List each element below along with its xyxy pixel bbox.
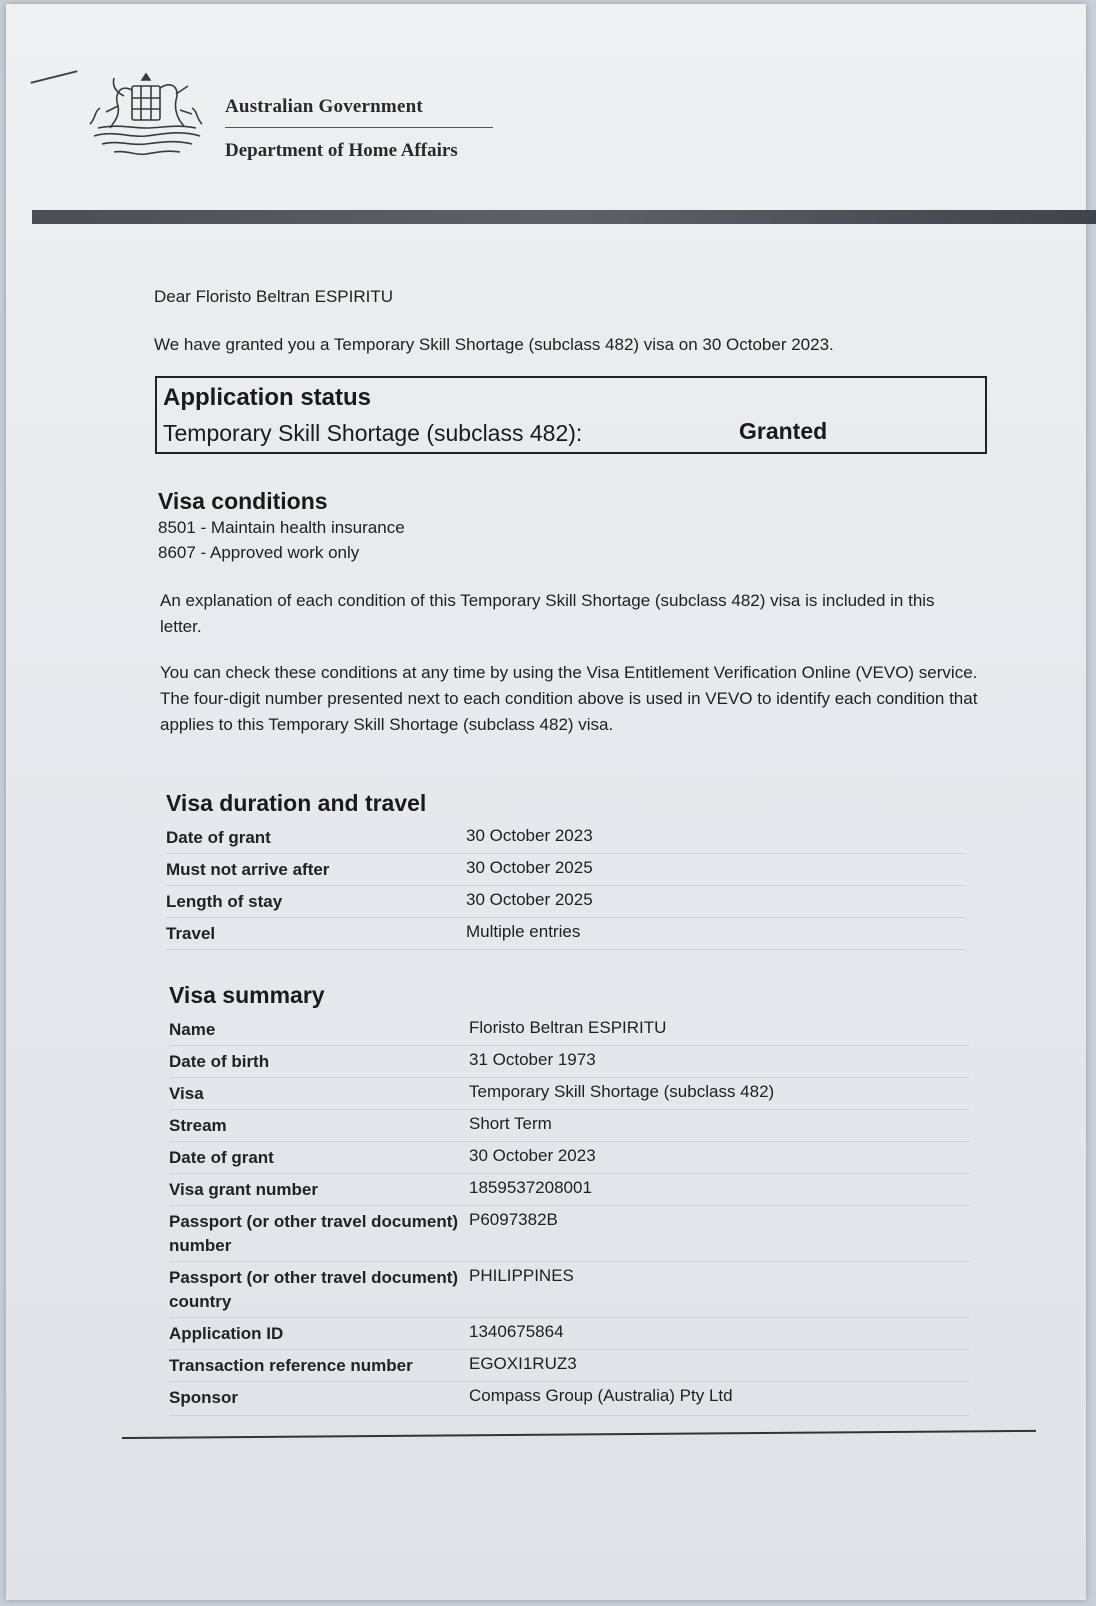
government-name: Australian Government — [225, 96, 423, 117]
visa-conditions-heading: Visa conditions — [158, 488, 328, 514]
table-row — [169, 1078, 969, 1110]
header-bar — [32, 210, 1096, 224]
table-row — [169, 1046, 969, 1078]
row-key: Date of birth — [169, 1052, 270, 1071]
row-key: Visa grant number — [169, 1180, 318, 1199]
row-value: Temporary Skill Shortage (subclass 482) — [469, 1082, 775, 1101]
granted-statement: We have granted you a Temporary Skill Shortage (subclass 482) visa on 30 October 2023. — [154, 335, 834, 354]
row-key: Name — [169, 1020, 216, 1039]
letter-page — [6, 4, 1086, 1600]
row-value: 31 October 1973 — [469, 1050, 596, 1069]
conditions-explanation: An explanation of each condition of this Temporary Skill Shortage (subclass 482) visa is included in this letter. — [160, 591, 935, 636]
application-status-value: Granted — [739, 418, 828, 444]
footer-divider — [122, 1430, 1036, 1439]
coat-of-arms-icon — [84, 66, 208, 164]
row-value: 30 October 2023 — [466, 826, 593, 845]
row-value: PHILIPPINES — [469, 1266, 574, 1285]
row-value: 30 October 2025 — [466, 858, 593, 877]
row-value: 1859537208001 — [469, 1178, 592, 1197]
row-key: Visa — [169, 1084, 204, 1103]
row-key: Passport (or other travel document) country — [169, 1268, 459, 1311]
table-row — [169, 1014, 969, 1046]
row-key: Transaction reference number — [169, 1356, 413, 1375]
table-row — [166, 854, 966, 886]
row-key: Date of grant — [169, 1148, 274, 1167]
application-status-title: Application status — [163, 384, 372, 411]
row-value: Floristo Beltran ESPIRITU — [469, 1018, 667, 1037]
table-row — [169, 1142, 969, 1174]
table-row — [169, 1262, 969, 1318]
application-status-box — [155, 376, 987, 454]
condition-item: 8501 - Maintain health insurance — [158, 518, 405, 537]
row-key: Date of grant — [166, 828, 271, 847]
table-row — [166, 886, 966, 918]
header-divider — [225, 127, 493, 128]
pen-mark — [30, 70, 77, 84]
row-value: Short Term — [469, 1114, 552, 1133]
row-value: EGOXI1RUZ3 — [469, 1354, 577, 1373]
department-name: Department of Home Affairs — [225, 140, 458, 161]
row-value: Compass Group (Australia) Pty Ltd — [469, 1386, 733, 1405]
table-row — [169, 1318, 969, 1350]
application-status-label: Temporary Skill Shortage (subclass 482): — [163, 420, 583, 446]
row-key: Sponsor — [169, 1388, 238, 1407]
row-key: Must not arrive after — [166, 860, 330, 879]
greeting: Dear Floristo Beltran ESPIRITU — [154, 287, 394, 306]
vevo-explanation: You can check these conditions at any time by using the Visa Entitlement Verification Online (VEVO) service. The four-digit number presented next to each condition above is used in VEVO to identify each condition that applies to this Temporary Skill Shortage (subclass 482) visa. — [160, 663, 978, 734]
visa-summary-heading: Visa summary — [169, 982, 325, 1008]
row-value: P6097382B — [469, 1210, 558, 1229]
row-value: Multiple entries — [466, 922, 581, 941]
table-row — [169, 1206, 969, 1262]
row-value: 30 October 2025 — [466, 890, 593, 909]
table-row — [169, 1350, 969, 1382]
table-row — [169, 1110, 969, 1142]
row-key: Travel — [166, 924, 216, 943]
visa-summary-table — [169, 1014, 969, 1416]
row-key: Length of stay — [166, 892, 283, 911]
table-row — [169, 1174, 969, 1206]
row-key: Passport (or other travel document) number — [169, 1212, 459, 1255]
visa-duration-heading: Visa duration and travel — [166, 790, 427, 816]
row-value: 1340675864 — [469, 1322, 564, 1341]
table-row — [166, 822, 966, 854]
row-key: Stream — [169, 1116, 227, 1135]
visa-duration-table — [166, 822, 966, 950]
condition-item: 8607 - Approved work only — [158, 543, 360, 562]
row-value: 30 October 2023 — [469, 1146, 596, 1165]
table-row — [166, 918, 966, 950]
row-key: Application ID — [169, 1324, 284, 1343]
table-row — [169, 1382, 969, 1416]
